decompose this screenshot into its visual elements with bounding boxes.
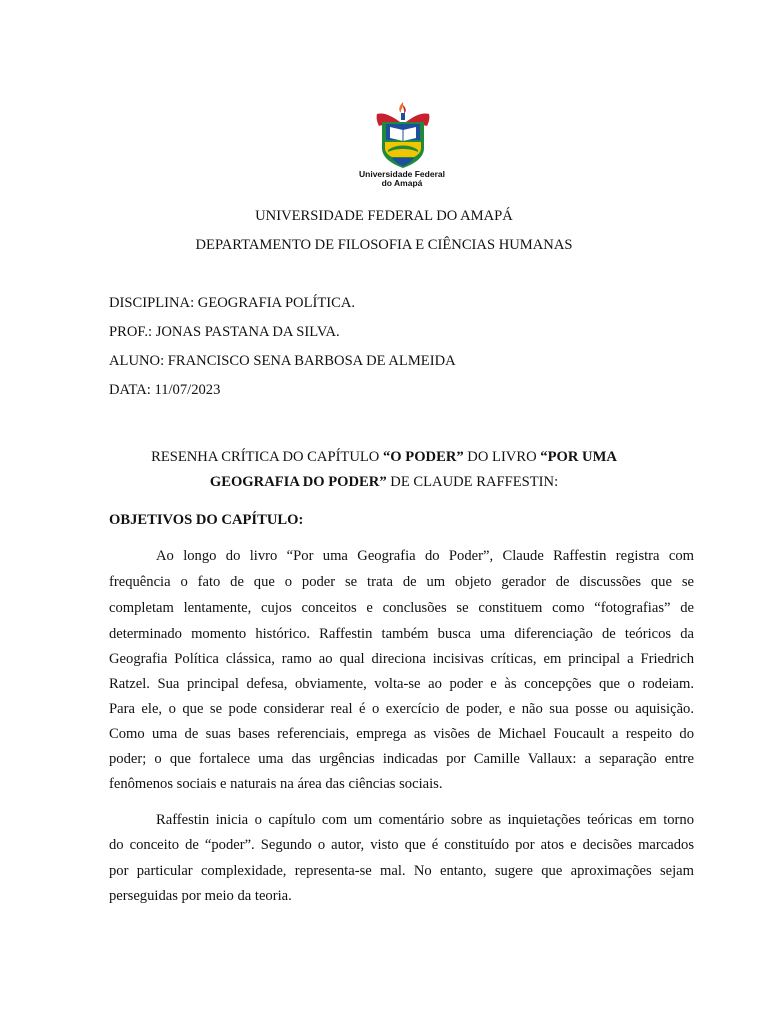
discipline-line: DISCIPLINA: GEOGRAFIA POLÍTICA. <box>109 295 356 311</box>
paragraph-line: do conceito de “poder”. Segundo o autor, visto que é constituído por atos e decisões marcados <box>109 837 694 853</box>
paragraph-line: Para ele, o que se pode considerar real é o exercício de poder, e não sua posse ou aquisição. <box>109 701 694 717</box>
title-book-end: GEOGRAFIA DO PODER” <box>209 474 387 490</box>
student-line: ALUNO: FRANCISCO SENA BARBOSA DE ALMEIDA <box>109 353 456 369</box>
logo-line-2: do Amapá <box>381 178 423 188</box>
paragraph-line: frequência o fato de que o poder se trata de um objeto gerador de discussões que se <box>109 574 694 590</box>
paragraph-line: fenômenos sociais e naturais na área das ciências sociais. <box>109 776 443 792</box>
paragraph-line: Geografia Política clássica, ramo ao qual direciona incisivas críticas, em principal a Friedrich <box>109 651 694 667</box>
paragraph-line: poder; o que fortalece uma das urgências indicadas por Camille Vallaux: a separação entre <box>109 751 694 767</box>
date-line: DATA: 11/07/2023 <box>109 382 221 398</box>
university-name: UNIVERSIDADE FEDERAL DO AMAPÁ <box>255 208 513 224</box>
crest-icon <box>374 100 432 170</box>
paragraph-line: perseguidas por meio da teoria. <box>109 888 292 904</box>
title-line-1 <box>0 448 768 466</box>
logo-line-1: Universidade Federal <box>359 169 445 179</box>
paragraph-line: completam lentamente, cujos conceitos e conclusões se constituem como “fotografias” de <box>109 600 694 616</box>
paragraph-line: Como uma de suas bases referenciais, emprega as visões de Michael Foucault a respeito do <box>109 726 694 742</box>
logo-caption <box>352 170 452 188</box>
professor-line: PROF.: JONAS PASTANA DA SILVA. <box>109 324 340 340</box>
title-chapter: “O PODER” <box>382 449 464 465</box>
title-text-2: DO LIVRO <box>463 449 541 465</box>
section-heading: OBJETIVOS DO CAPÍTULO: <box>109 512 304 528</box>
university-logo <box>352 100 452 192</box>
paragraph-line: Raffestin inicia o capítulo com um comentário sobre as inquietações teóricas em torno <box>156 812 694 828</box>
title-text-1: RESENHA CRÍTICA DO CAPÍTULO <box>151 449 383 465</box>
title-book-start: “POR UMA <box>540 449 617 465</box>
paragraph-line: determinado momento histórico. Raffestin também busca uma diferenciação de teóricos da <box>109 626 694 642</box>
department-name: DEPARTAMENTO DE FILOSOFIA E CIÊNCIAS HUMANAS <box>195 237 573 253</box>
title-text-3: DE CLAUDE RAFFESTIN: <box>386 474 559 490</box>
paragraph-line: por particular complexidade, representa-se mal. No entanto, sugere que aproximações sejam <box>109 863 694 879</box>
paragraph-line: Ao longo do livro “Por uma Geografia do Poder”, Claude Raffestin registra com <box>156 548 694 564</box>
paragraph-line: Ratzel. Sua principal defesa, obviamente, volta-se ao poder e às concepções que o rodeiam. <box>109 676 694 692</box>
title-line-2 <box>0 473 768 491</box>
